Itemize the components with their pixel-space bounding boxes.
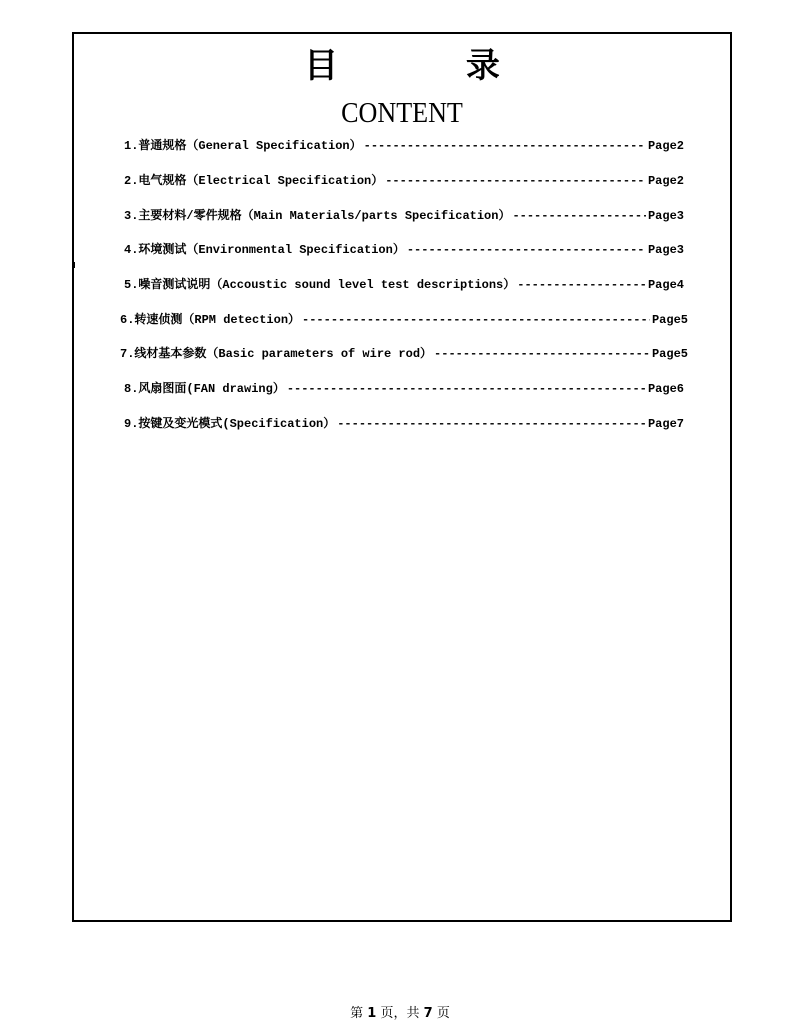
toc-entry-7[interactable] (120, 344, 688, 364)
toc-entry-page: Page7 (647, 417, 684, 431)
toc-entry-page: Page4 (647, 278, 684, 292)
toc-entry-2[interactable] (124, 171, 684, 191)
toc-entry-6[interactable] (120, 310, 688, 330)
footer-suffix: 页 (436, 1006, 450, 1021)
margin-mark (73, 262, 75, 268)
footer-current-page: 1 (367, 1006, 377, 1021)
toc-entry-8[interactable] (124, 379, 684, 399)
toc-leader-dots (337, 417, 646, 431)
toc-leader-dots (512, 209, 646, 223)
toc-entry-title: 2.电气规格（Electrical Specification） (124, 174, 384, 188)
toc-entry-3[interactable] (124, 206, 684, 226)
toc-entry-4[interactable] (124, 240, 684, 260)
toc-entry-title: 4.环境测试（Environmental Specification） (124, 243, 405, 257)
toc-entry-title: 6.转速侦测（RPM detection） (120, 313, 301, 327)
toc-entry-title: 1.普通规格（General Specification） (124, 139, 362, 153)
toc-entry-title: 5.噪音测试说明（Accoustic sound level test descriptions） (124, 278, 516, 292)
toc-entry-page: Page3 (647, 243, 684, 257)
toc-entry-title: 7.线材基本参数（Basic parameters of wire rod） (120, 347, 433, 361)
footer-prefix: 第 (350, 1006, 364, 1021)
toc-leader-dots (302, 313, 650, 327)
footer-total-pages: 7 (423, 1006, 433, 1021)
title-chinese: 目 录 (304, 46, 558, 86)
toc-entry-page: Page2 (647, 174, 684, 188)
toc-entry-title: 3.主要材料/零件规格（Main Materials/parts Specification） (124, 209, 511, 223)
toc-leader-dots (407, 243, 646, 257)
footer-middle: 页，共 (380, 1006, 420, 1021)
title-english: CONTENT (341, 97, 463, 129)
toc-leader-dots (385, 174, 646, 188)
toc-entry-page: Page5 (651, 347, 688, 361)
toc-entry-page: Page3 (647, 209, 684, 223)
toc-leader-dots (287, 382, 646, 396)
toc-leader-dots (364, 139, 646, 153)
toc-entry-title: 8.风扇图面(FAN drawing） (124, 382, 285, 396)
toc-entry-page: Page5 (651, 313, 688, 327)
toc-entry-5[interactable] (124, 275, 684, 295)
toc-entry-9[interactable] (124, 414, 684, 434)
page-footer (0, 1002, 800, 1021)
toc-entry-page: Page2 (647, 139, 684, 153)
toc-leader-dots (434, 347, 650, 361)
toc-leader-dots (517, 278, 646, 292)
page-frame (72, 32, 732, 922)
toc-entry-1[interactable] (124, 136, 684, 156)
toc-entry-title: 9.按键及变光模式(Specification） (124, 417, 336, 431)
toc-entry-page: Page6 (647, 382, 684, 396)
